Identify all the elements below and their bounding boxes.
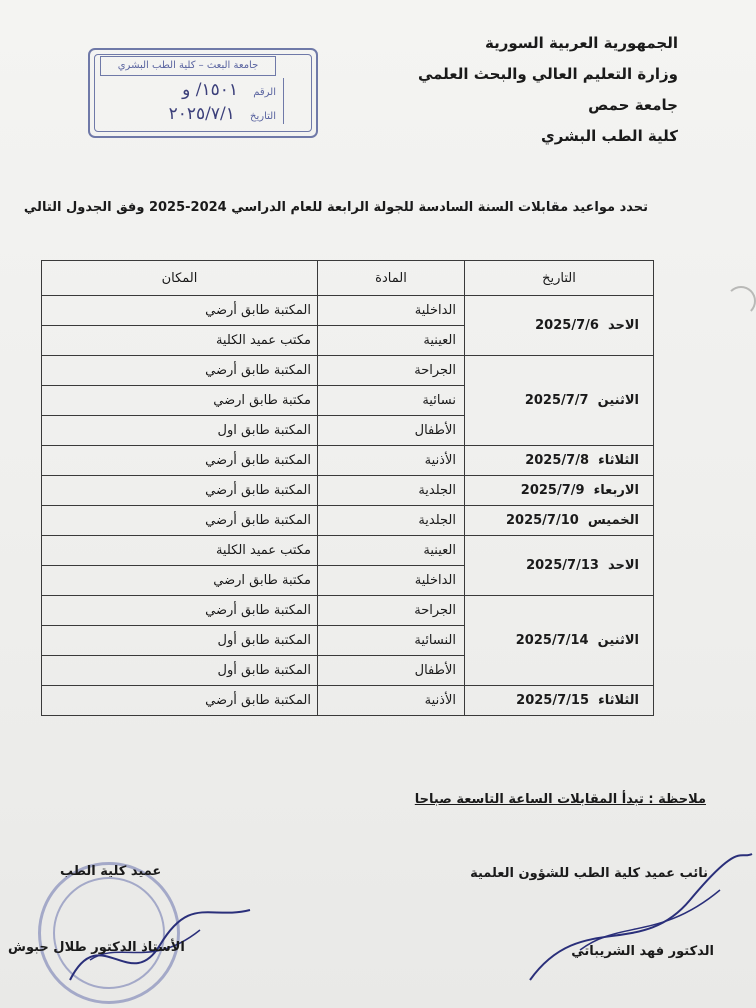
table-row bbox=[42, 536, 654, 566]
table-row bbox=[42, 296, 654, 326]
subject-cell: الداخلية bbox=[318, 566, 465, 596]
vice-dean-name: الدكتور فهد الشريباتي bbox=[571, 944, 714, 959]
place-cell: مكتبة طابق ارضي bbox=[42, 566, 318, 596]
table-row bbox=[42, 686, 654, 716]
date-value: 2025/7/13 bbox=[526, 558, 599, 573]
table-header-row bbox=[42, 261, 654, 296]
day-name: الثلاثاء bbox=[598, 453, 639, 468]
subject-cell: الجلدية bbox=[318, 476, 465, 506]
subject-cell: نسائية bbox=[318, 386, 465, 416]
stamp-title: جامعة البعث – كلية الطب البشري bbox=[100, 56, 276, 76]
stamp-date-label: التاريخ bbox=[250, 111, 276, 122]
subject-cell: الأطفال bbox=[318, 416, 465, 446]
table-row bbox=[42, 356, 654, 386]
intro-text: تحدد مواعيد مقابلات السنة السادسة للجولة الرابعة للعام الدراسي 2024-2025 وفق الجدول التالي bbox=[23, 200, 648, 215]
date-cell bbox=[465, 506, 654, 536]
place-cell: المكتبة طابق أرضي bbox=[42, 296, 318, 326]
date-value: 2025/7/10 bbox=[506, 513, 579, 528]
day-name: الاثنين bbox=[597, 633, 639, 648]
subject-cell: الداخلية bbox=[318, 296, 465, 326]
letterhead bbox=[418, 28, 678, 152]
date-value: 2025/7/15 bbox=[516, 693, 589, 708]
date-value: 2025/7/7 bbox=[524, 393, 589, 408]
place-cell: المكتبة طابق أول bbox=[42, 626, 318, 656]
stamp-date-row bbox=[96, 104, 276, 124]
subject-cell: العينية bbox=[318, 536, 465, 566]
day-name: الاربعاء bbox=[593, 483, 639, 498]
place-cell: المكتبة طابق أول bbox=[42, 656, 318, 686]
date-cell bbox=[465, 536, 654, 596]
letterhead-republic: الجمهورية العربية السورية bbox=[485, 34, 678, 52]
place-cell: المكتبة طابق أرضي bbox=[42, 476, 318, 506]
subject-cell: الجلدية bbox=[318, 506, 465, 536]
place-cell: المكتبة طابق أرضي bbox=[42, 686, 318, 716]
subject-cell: الأذنية bbox=[318, 686, 465, 716]
table-body bbox=[42, 296, 654, 716]
table-row bbox=[42, 446, 654, 476]
note-text: ملاحظة : تبدأ المقابلات الساعة التاسعة صباحا bbox=[414, 792, 706, 807]
subject-cell: الأطفال bbox=[318, 656, 465, 686]
date-cell bbox=[465, 476, 654, 506]
stamp-number-row bbox=[96, 80, 276, 100]
place-cell: المكتبة طابق أرضي bbox=[42, 446, 318, 476]
dean-name: الأستاذ الدكتور طلال حبوش bbox=[8, 940, 185, 955]
subject-cell: النسائية bbox=[318, 626, 465, 656]
date-value: 2025/7/9 bbox=[520, 483, 585, 498]
day-name: الثلاثاء bbox=[598, 693, 639, 708]
date-cell bbox=[465, 356, 654, 446]
place-cell: مكتب عميد الكلية bbox=[42, 326, 318, 356]
date-cell bbox=[465, 596, 654, 686]
place-cell: مكتبة طابق ارضي bbox=[42, 386, 318, 416]
place-cell: المكتبة طابق أرضي bbox=[42, 356, 318, 386]
date-cell bbox=[465, 296, 654, 356]
day-name: الخميس bbox=[587, 513, 639, 528]
registry-stamp bbox=[88, 48, 318, 138]
stamp-date-value: ٢٠٢٥/٧/١ bbox=[168, 104, 235, 124]
dean-title: عميد كلية الطب bbox=[60, 864, 162, 879]
subject-cell: الجراحة bbox=[318, 596, 465, 626]
date-value: 2025/7/14 bbox=[515, 633, 589, 648]
subject-cell: الأذنية bbox=[318, 446, 465, 476]
header-subject: المادة bbox=[318, 261, 465, 296]
table-row bbox=[42, 476, 654, 506]
letterhead-university: جامعة حمص bbox=[588, 96, 678, 114]
place-cell: مكتب عميد الكلية bbox=[42, 536, 318, 566]
stamp-number-label: الرقم bbox=[253, 87, 276, 98]
date-value: 2025/7/6 bbox=[535, 318, 599, 333]
stamp-number-value: ١٥٠١/ و bbox=[182, 80, 239, 100]
interview-schedule-table bbox=[41, 260, 654, 716]
place-cell: المكتبة طابق أرضي bbox=[42, 596, 318, 626]
day-name: الاثنين bbox=[597, 393, 639, 408]
punch-hole-mark bbox=[726, 286, 756, 316]
place-cell: المكتبة طابق أرضي bbox=[42, 506, 318, 536]
subject-cell: العينية bbox=[318, 326, 465, 356]
place-cell: المكتبة طابق اول bbox=[42, 416, 318, 446]
vice-dean-title: نائب عميد كلية الطب للشؤون العلمية bbox=[470, 866, 708, 881]
header-place: المكان bbox=[42, 261, 318, 296]
letterhead-faculty: كلية الطب البشري bbox=[540, 127, 678, 145]
day-name: الاحد bbox=[607, 558, 639, 573]
table-row bbox=[42, 596, 654, 626]
letterhead-ministry: وزارة التعليم العالي والبحث العلمي bbox=[417, 65, 678, 83]
table-row bbox=[42, 506, 654, 536]
day-name: الاحد bbox=[607, 318, 639, 333]
date-cell bbox=[465, 446, 654, 476]
date-value: 2025/7/8 bbox=[525, 453, 589, 468]
date-cell bbox=[465, 686, 654, 716]
header-date: التاريخ bbox=[465, 261, 654, 296]
subject-cell: الجراحة bbox=[318, 356, 465, 386]
